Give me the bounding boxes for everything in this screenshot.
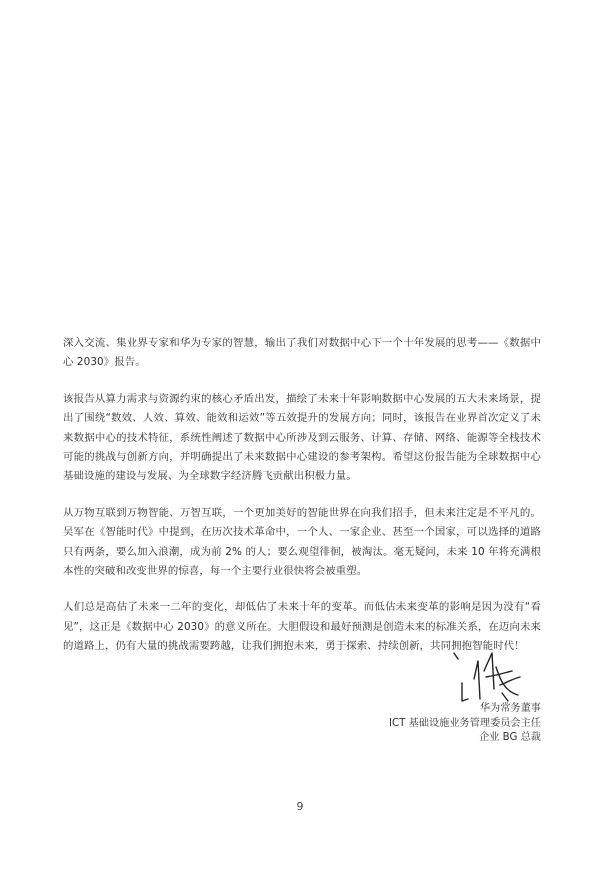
page-number: 9 bbox=[296, 800, 304, 813]
signature-title-line: 华为常务董事 bbox=[479, 703, 541, 714]
paragraph-1: 深入交流、集业界专家和华为专家的智慧，输出了我们对数据中心下一个十年发展的思考——《数据中心 2030》报告。 bbox=[63, 337, 541, 369]
paragraph-4: 人们总是高估了未来一二年的变化，却低估了未来十年的变革。而低估未来变革的影响是因为没有“看见”，这正是《数据中心 2030》的意义所在。大胆假设和最好预测是创造未来的标准关系，在迈向未来的道路上，仍有大量的挑战需要跨越，让我们拥抱未来，勇于探索、持续创新，共同拥抱智能时代！ bbox=[63, 601, 541, 653]
paragraph-3: 从万物互联到万物智能、万智互联，一个更加美好的智能世界在向我们招手，但未来注定是不平凡的。吴军在《智能时代》中提到，在历次技术革命中，一个人、一家企业、甚至一个国家，可以选择的道路只有两条，要么加入浪潮，成为前 2% 的人；要么观望徘徊，被淘汰。毫无疑问，未来 10 年将充满根本性的突破和改变世界的惊喜，每一个主要行业很快将会被重塑。 bbox=[63, 506, 541, 578]
signature-title-line: ICT 基础设施业务管理委员会主任 bbox=[388, 717, 541, 729]
paragraph-2: 该报告从算力需求与资源约束的核心矛盾出发，描绘了未来十年影响数据中心发展的五大未来场景，提出了围绕“数效、人效、算效、能效和运效”等五效提升的发展方向；同时，该报告在业界首次定义了未来数据中心的技术特征，系统性阐述了数据中心所涉及到云服务、计算、存储、网络、能源等全栈技术可能的挑战与创新方向，并明确提出了未来数据中心建设的参考架构。希望这份报告能为全球数据中心基础设施的建设与发展、为全球数字经济腾飞贡献出积极力量。 bbox=[63, 392, 541, 483]
body-text bbox=[63, 334, 541, 674]
handwritten-signature bbox=[440, 649, 540, 709]
signature-title-line: 企业 BG 总裁 bbox=[479, 732, 541, 744]
signature-title-block bbox=[389, 702, 541, 746]
